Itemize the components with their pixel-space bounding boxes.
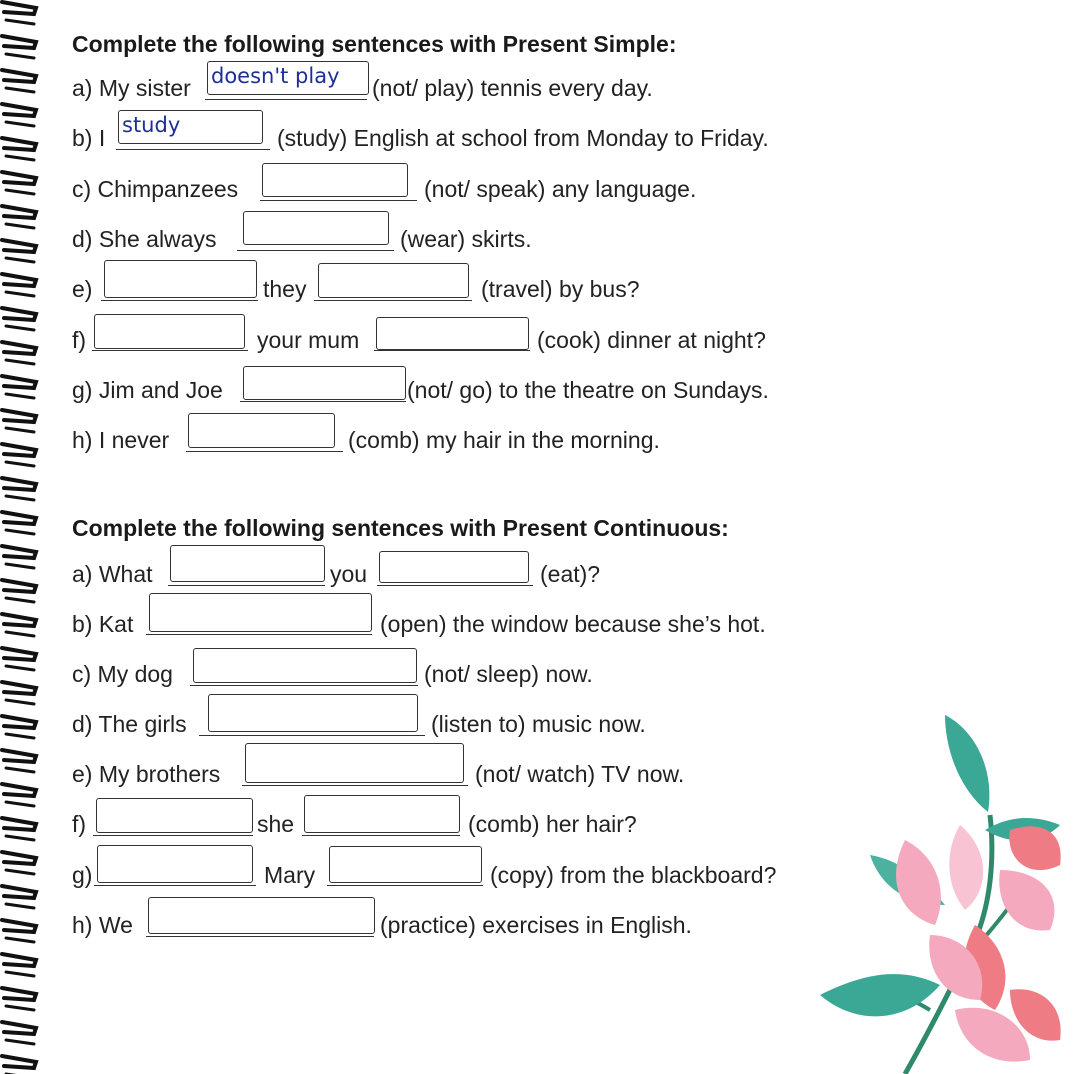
spiral-coil — [6, 20, 34, 24]
spiral-coil — [2, 240, 36, 252]
spiral-coil — [6, 1040, 34, 1044]
spiral-coil — [2, 784, 36, 796]
simple-g-underline — [240, 401, 406, 402]
spiral-coil — [6, 666, 34, 670]
continuous-c-suffix: (not/ sleep) now. — [424, 661, 593, 687]
spiral-coil — [2, 954, 36, 966]
simple-a-prefix: a) My sister — [72, 75, 191, 101]
simple-b-underline — [116, 149, 270, 150]
spiral-coil — [2, 818, 36, 830]
spiral-coil — [6, 428, 34, 432]
spiral-coil — [6, 972, 34, 976]
simple-c-answer-field[interactable] — [262, 163, 408, 197]
spiral-coil — [6, 700, 34, 704]
simple-e-suffix: (travel) by bus? — [481, 276, 640, 302]
spiral-coil — [2, 852, 36, 864]
spiral-coil — [6, 904, 34, 908]
continuous-a-prefix: a) What — [72, 561, 153, 587]
continuous-g-prefix: g) — [72, 862, 93, 888]
simple-a-answer-field[interactable]: doesn't play — [207, 61, 369, 95]
continuous-e-underline — [242, 785, 468, 786]
simple-f-underline-1 — [92, 350, 248, 351]
continuous-d-underline — [199, 735, 425, 736]
simple-g-answer-field[interactable] — [243, 366, 406, 400]
continuous-f-underline-1 — [93, 835, 253, 836]
spiral-coil — [2, 920, 36, 932]
spiral-coil — [2, 750, 36, 762]
simple-c-underline — [260, 200, 417, 201]
spiral-coil — [2, 342, 36, 354]
spiral-coil — [2, 512, 36, 524]
spiral-coil — [2, 886, 36, 898]
simple-d-suffix: (wear) skirts. — [400, 226, 532, 252]
continuous-b-underline — [146, 634, 372, 635]
simple-d-prefix: d) She always — [72, 226, 217, 252]
simple-e-answer-field-1[interactable] — [104, 260, 257, 298]
continuous-f-underline-2 — [302, 835, 460, 836]
spiral-coil — [6, 156, 34, 160]
continuous-e-suffix: (not/ watch) TV now. — [475, 761, 685, 787]
spiral-coil — [2, 70, 36, 82]
spiral-coil — [2, 308, 36, 320]
simple-b-suffix: (study) English at school from Monday to Friday. — [277, 125, 769, 151]
simple-e-middle: they — [263, 276, 307, 302]
spiral-coil — [2, 274, 36, 286]
simple-g-suffix: (not/ go) to the theatre on Sundays. — [407, 377, 769, 403]
continuous-e-answer-field[interactable] — [245, 743, 464, 783]
simple-b-answer-field[interactable]: study — [118, 110, 263, 144]
spiral-coil — [6, 326, 34, 330]
continuous-a-middle: you — [330, 561, 368, 587]
spiral-coil — [2, 478, 36, 490]
spiral-coil — [6, 224, 34, 228]
bougainvillea-flower-icon — [800, 700, 1080, 1074]
continuous-f-suffix: (comb) her hair? — [468, 811, 637, 837]
section-simple-title: Complete the following sentences with Present Simple: — [72, 31, 677, 57]
simple-h-underline — [186, 451, 343, 452]
spiral-coil — [6, 394, 34, 398]
simple-c-suffix: (not/ speak) any language. — [424, 176, 697, 202]
spiral-coil — [2, 36, 36, 48]
continuous-c-prefix: c) My dog — [72, 661, 173, 687]
spiral-coil — [6, 88, 34, 92]
continuous-a-underline-1 — [168, 585, 325, 586]
spiral-coil — [2, 104, 36, 116]
spiral-coil — [2, 580, 36, 592]
continuous-b-prefix: b) Kat — [72, 611, 134, 637]
spiral-coil — [6, 768, 34, 772]
spiral-coil — [6, 258, 34, 262]
continuous-f-answer-field-2[interactable] — [304, 795, 460, 833]
simple-b-prefix: b) I — [72, 125, 106, 151]
spiral-coil — [2, 988, 36, 1000]
continuous-c-underline — [190, 685, 418, 686]
continuous-d-answer-field[interactable] — [208, 694, 418, 732]
continuous-g-suffix: (copy) from the blackboard? — [490, 862, 777, 888]
spiral-coil — [6, 870, 34, 874]
continuous-h-answer-field[interactable] — [148, 897, 375, 934]
spiral-coil — [2, 376, 36, 388]
spiral-binding-icon — [0, 0, 48, 1074]
spiral-coil — [6, 564, 34, 568]
spiral-coil — [2, 682, 36, 694]
spiral-coil — [2, 444, 36, 456]
continuous-f-middle: she — [257, 811, 295, 837]
spiral-coil — [6, 462, 34, 466]
spiral-coil — [6, 1006, 34, 1010]
spiral-coil — [2, 138, 36, 150]
spiral-coil — [2, 1056, 36, 1068]
simple-f-answer-field-2[interactable] — [376, 317, 529, 350]
spiral-coil — [2, 648, 36, 660]
continuous-a-answer-field-1[interactable] — [170, 545, 325, 582]
simple-e-answer-field-2[interactable] — [318, 263, 469, 298]
spiral-coil — [6, 734, 34, 738]
continuous-a-answer-field-2[interactable] — [379, 551, 529, 583]
continuous-e-prefix: e) My brothers — [72, 761, 221, 787]
simple-f-underline-2 — [374, 350, 530, 351]
spiral-coil — [6, 530, 34, 534]
continuous-g-underline-1 — [94, 885, 256, 886]
continuous-g-middle: Mary — [264, 862, 316, 888]
simple-f-middle: your mum — [257, 327, 360, 353]
simple-e-underline-2 — [314, 300, 472, 301]
continuous-b-answer-field[interactable] — [149, 593, 372, 632]
spiral-coil — [6, 122, 34, 126]
simple-f-answer-field-1[interactable] — [94, 314, 245, 349]
simple-d-underline — [237, 250, 394, 251]
continuous-a-suffix: (eat)? — [540, 561, 601, 587]
continuous-b-suffix: (open) the window because she’s hot. — [380, 611, 766, 637]
spiral-coil — [2, 546, 36, 558]
continuous-h-underline — [146, 936, 374, 937]
simple-h-suffix: (comb) my hair in the morning. — [348, 427, 660, 453]
simple-c-prefix: c) Chimpanzees — [72, 176, 239, 202]
spiral-coil — [2, 614, 36, 626]
simple-d-answer-field[interactable] — [243, 211, 389, 245]
spiral-coil — [2, 172, 36, 184]
simple-e-underline-1 — [101, 300, 258, 301]
simple-h-prefix: h) I never — [72, 427, 170, 453]
spiral-coil — [2, 206, 36, 218]
spiral-coil — [6, 632, 34, 636]
simple-e-prefix: e) — [72, 276, 93, 302]
continuous-g-underline-2 — [327, 885, 483, 886]
continuous-f-answer-field-1[interactable] — [96, 798, 253, 833]
spiral-coil — [6, 292, 34, 296]
simple-a-suffix: (not/ play) tennis every day. — [372, 75, 653, 101]
continuous-c-answer-field[interactable] — [193, 648, 417, 683]
simple-f-prefix: f) — [72, 327, 87, 353]
spiral-coil — [6, 836, 34, 840]
simple-g-prefix: g) Jim and Joe — [72, 377, 223, 403]
section-continuous-title: Complete the following sentences with Present Continuous: — [72, 515, 729, 541]
continuous-h-prefix: h) We — [72, 912, 133, 938]
spiral-coil — [6, 54, 34, 58]
continuous-h-suffix: (practice) exercises in English. — [380, 912, 692, 938]
continuous-f-prefix: f) — [72, 811, 87, 837]
continuous-d-prefix: d) The girls — [72, 711, 187, 737]
continuous-a-underline-2 — [377, 585, 533, 586]
spiral-coil — [2, 2, 36, 14]
spiral-coil — [6, 802, 34, 806]
spiral-coil — [6, 190, 34, 194]
spiral-coil — [6, 496, 34, 500]
spiral-coil — [2, 410, 36, 422]
spiral-coil — [6, 598, 34, 602]
continuous-g-answer-field-2[interactable] — [329, 846, 482, 883]
continuous-g-answer-field-1[interactable] — [97, 845, 253, 883]
spiral-coil — [6, 938, 34, 942]
simple-f-suffix: (cook) dinner at night? — [537, 327, 766, 353]
spiral-coil — [6, 360, 34, 364]
spiral-coil — [2, 716, 36, 728]
spiral-coil — [2, 1022, 36, 1034]
simple-a-underline — [205, 99, 367, 100]
simple-h-answer-field[interactable] — [188, 413, 335, 448]
continuous-d-suffix: (listen to) music now. — [431, 711, 646, 737]
